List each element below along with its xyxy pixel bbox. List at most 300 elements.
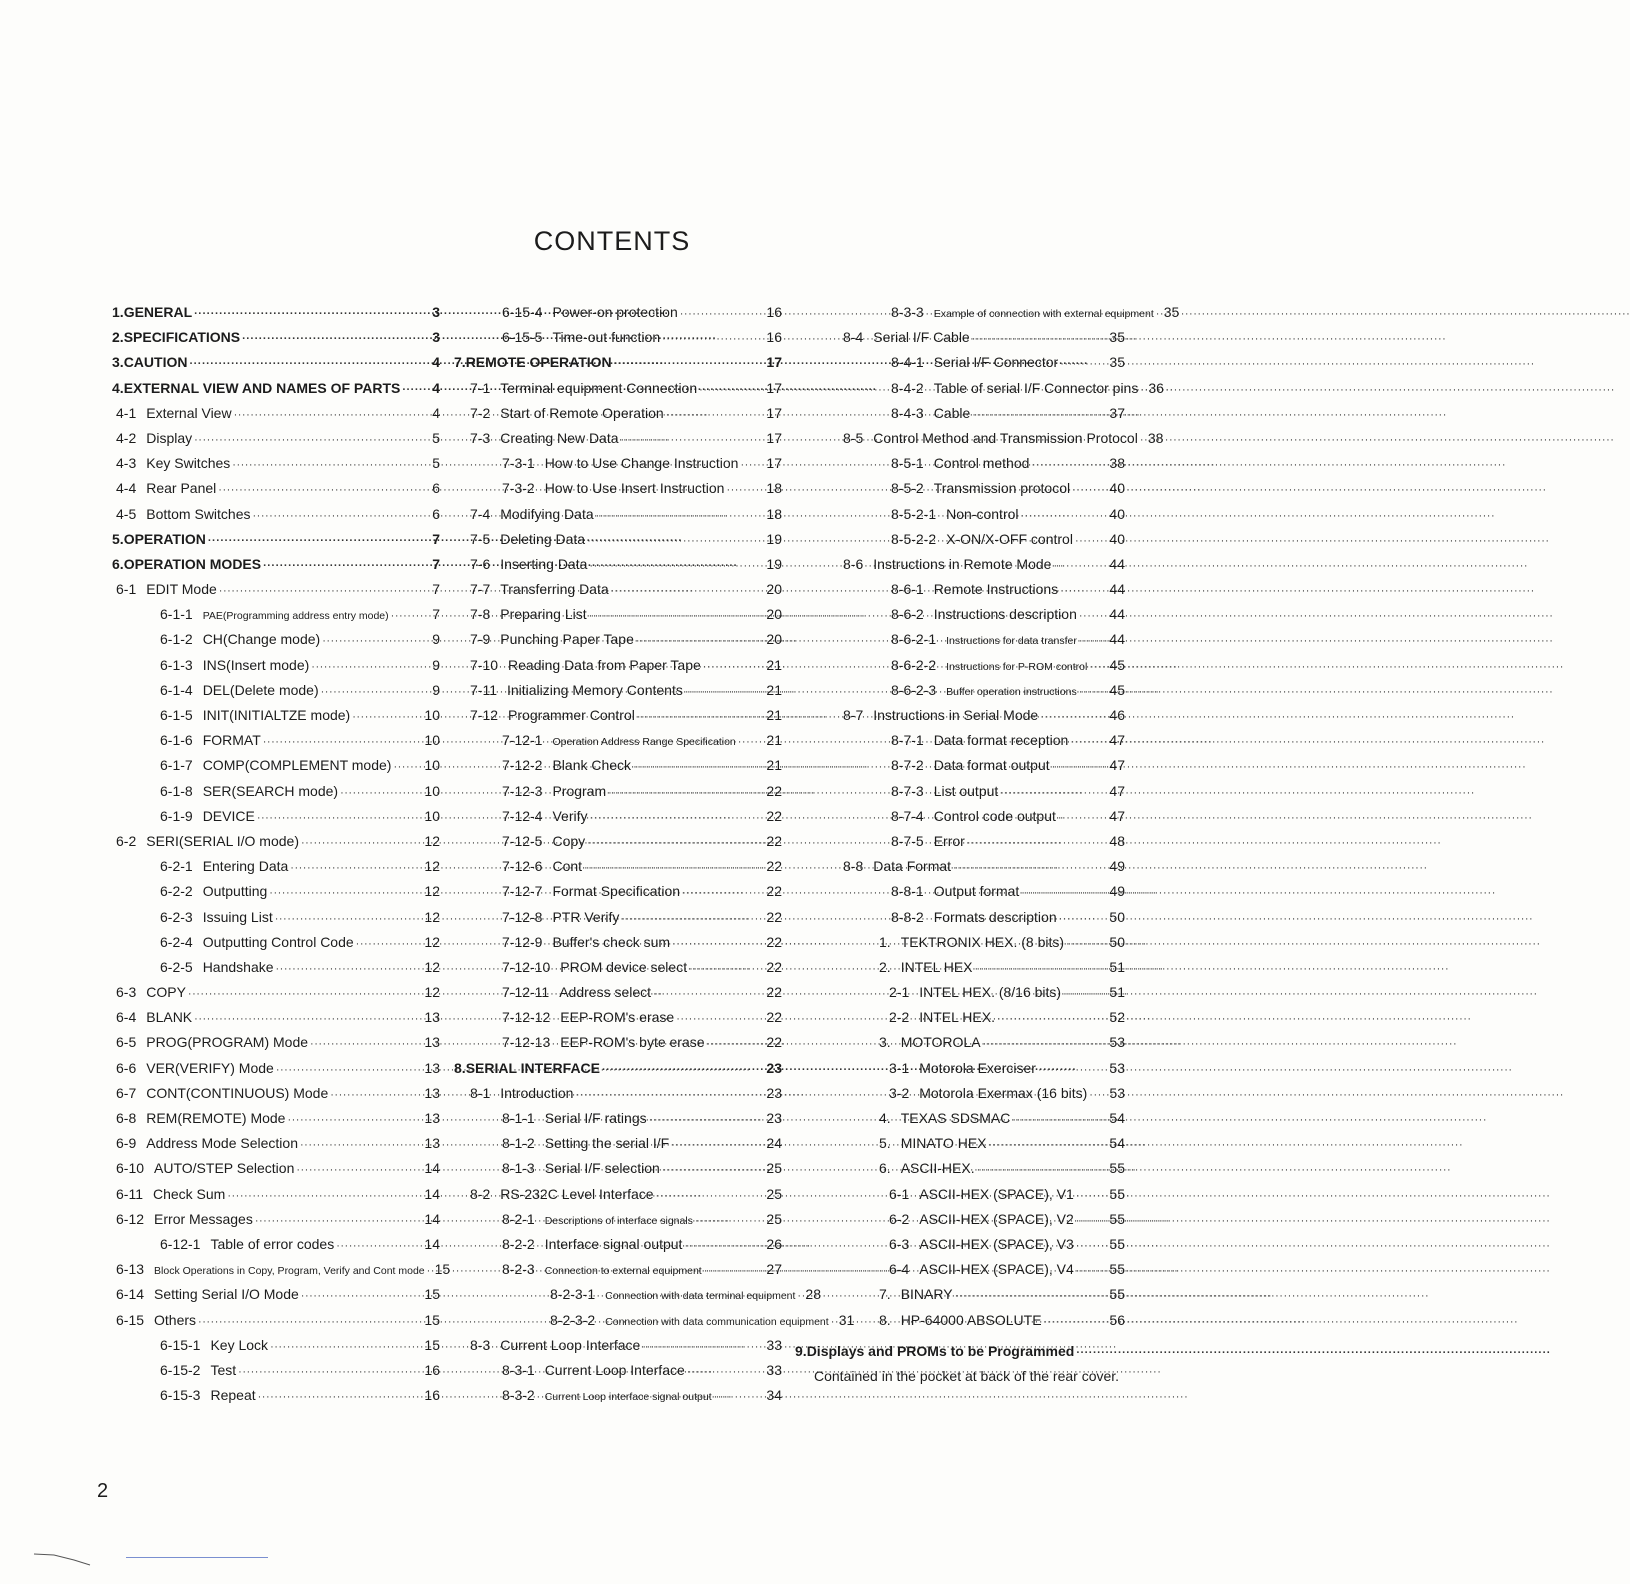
toc-entry[interactable] xyxy=(795,602,1125,627)
toc-entry[interactable] xyxy=(454,1030,782,1055)
toc-entry[interactable] xyxy=(112,905,440,930)
toc-entry-number: 7-3 xyxy=(470,429,491,446)
toc-entry-page: 15 xyxy=(424,1311,440,1328)
toc-entry-title: Instructions for P-ROM control xyxy=(946,660,1088,673)
toc-entry-number: 8-2-3-2 xyxy=(550,1311,596,1328)
toc-entry-title: Control code output xyxy=(933,807,1056,824)
toc-entry[interactable] xyxy=(795,376,1164,401)
toc-entry-page: 22 xyxy=(766,807,782,824)
toc-entry[interactable] xyxy=(795,350,1125,375)
dot-leader xyxy=(575,1083,764,1108)
toc-entry[interactable] xyxy=(112,1232,440,1257)
toc-entry-number: 8-5 xyxy=(843,429,864,446)
toc-entry[interactable] xyxy=(795,980,1125,1005)
toc-entry-title: CONT(CONTINUOUS) Mode xyxy=(146,1084,329,1101)
toc-entry-number: 4-3 xyxy=(116,455,137,472)
toc-entry[interactable] xyxy=(112,829,440,854)
toc-entry[interactable] xyxy=(795,703,1125,728)
toc-entry[interactable] xyxy=(112,980,440,1005)
toc-entry[interactable] xyxy=(795,678,1125,703)
toc-entry[interactable] xyxy=(795,527,1125,552)
toc-entry[interactable] xyxy=(112,426,440,451)
toc-entry-title: DEL(Delete mode) xyxy=(202,681,319,698)
toc-entry[interactable] xyxy=(112,1106,440,1131)
toc-entry[interactable] xyxy=(454,1056,782,1081)
toc-entry[interactable] xyxy=(795,728,1125,753)
toc-entry[interactable] xyxy=(112,1081,440,1106)
toc-entry[interactable] xyxy=(795,627,1125,652)
toc-entry[interactable] xyxy=(795,1056,1125,1081)
toc-entry[interactable] xyxy=(795,779,1125,804)
toc-entry-page: 7 xyxy=(432,530,440,547)
dot-leader xyxy=(653,982,764,1007)
toc-entry-number: 8. xyxy=(879,1311,891,1328)
toc-entry-title: MOTOROLA xyxy=(900,1034,981,1051)
dot-leader xyxy=(391,604,431,629)
toc-entry[interactable] xyxy=(795,1005,1125,1030)
dot-leader xyxy=(1079,604,1108,629)
toc-entry[interactable] xyxy=(454,627,782,652)
toc-entry[interactable] xyxy=(454,1333,782,1358)
toc-entry-title: BINARY xyxy=(900,1286,953,1303)
toc-entry[interactable] xyxy=(795,1308,1125,1333)
dot-leader xyxy=(1076,1184,1108,1209)
toc-entry[interactable] xyxy=(112,1333,440,1358)
toc-entry-page: 35 xyxy=(1163,304,1180,320)
toc-entry[interactable] xyxy=(454,753,782,778)
dot-leader xyxy=(311,655,430,680)
dot-leader xyxy=(953,856,1107,881)
toc-entry[interactable] xyxy=(112,451,440,476)
dot-leader xyxy=(234,403,431,428)
toc-entry-page: 10 xyxy=(424,782,440,799)
toc-entry-number: 7-3-2 xyxy=(502,480,535,497)
toc-entry-page: 40 xyxy=(1109,480,1125,497)
toc-entry[interactable] xyxy=(795,552,1125,577)
toc-entry-title: Current Loop Interface xyxy=(500,1336,641,1353)
toc-entry[interactable] xyxy=(454,1257,782,1282)
toc-entry[interactable] xyxy=(112,879,440,904)
toc-entry[interactable] xyxy=(454,527,782,552)
toc-entry[interactable] xyxy=(454,1182,782,1207)
toc-entry[interactable] xyxy=(795,905,1125,930)
toc-entry[interactable] xyxy=(454,552,782,577)
toc-entry-number: 6-1-6 xyxy=(160,732,193,749)
toc-entry-page: 12 xyxy=(424,908,440,925)
toc-entry[interactable] xyxy=(454,451,782,476)
toc-entry-number: 6-1-8 xyxy=(160,782,193,799)
dot-leader xyxy=(194,428,430,453)
toc-entry-page: 48 xyxy=(1109,832,1125,849)
toc-entry[interactable] xyxy=(454,376,782,401)
dot-leader xyxy=(321,680,431,705)
toc-entry[interactable] xyxy=(112,779,440,804)
dot-leader xyxy=(1038,1058,1107,1083)
toc-entry-title: Example of connection with external equipment xyxy=(933,308,1154,320)
toc-entry[interactable] xyxy=(795,653,1125,678)
toc-entry-title: Reading Data from Paper Tape xyxy=(508,656,701,673)
toc-entry-number: 6. xyxy=(879,1160,891,1177)
dot-leader xyxy=(1031,453,1107,478)
dot-leader xyxy=(188,982,423,1007)
toc-entry[interactable] xyxy=(454,502,782,527)
toc-entry[interactable] xyxy=(112,728,440,753)
toc-entry-page: 40 xyxy=(1109,530,1125,547)
toc-entry-page: 22 xyxy=(766,858,782,875)
dot-leader xyxy=(584,856,764,881)
toc-entry[interactable] xyxy=(112,1282,440,1307)
toc-entry-number: 8-2-2 xyxy=(502,1235,535,1252)
toc-entry[interactable] xyxy=(454,1383,782,1408)
dot-leader xyxy=(1066,932,1107,957)
toc-entry[interactable] xyxy=(112,678,440,703)
toc-entry[interactable] xyxy=(795,1106,1125,1131)
toc-entry[interactable] xyxy=(112,577,440,602)
toc-entry-page: 44 xyxy=(1109,606,1125,623)
dot-leader xyxy=(636,629,765,654)
toc-entry[interactable] xyxy=(112,1156,440,1181)
toc-entry-page: 12 xyxy=(424,933,440,950)
toc-entry[interactable] xyxy=(795,1081,1125,1106)
toc-entry-number: 8-4-1 xyxy=(891,354,924,371)
toc-entry-page: 10 xyxy=(424,707,440,723)
toc-entry-page: 53 xyxy=(1109,1034,1125,1051)
dot-leader xyxy=(1089,1083,1107,1108)
toc-entry[interactable] xyxy=(795,1030,1125,1055)
toc-entry-number: 8-5-2-1 xyxy=(891,505,937,522)
dot-leader xyxy=(263,554,430,579)
toc-entry[interactable] xyxy=(112,1383,440,1408)
toc-entry[interactable] xyxy=(112,350,440,375)
toc-entry-title: Preparing List xyxy=(500,606,587,623)
toc-entry-title: TEKTRONIX HEX. (8 bits) xyxy=(900,933,1065,950)
toc-entry-page: 9 xyxy=(432,631,440,648)
toc-entry[interactable] xyxy=(454,678,782,703)
toc-entry-page: 25 xyxy=(766,1210,782,1227)
dot-leader xyxy=(393,755,422,780)
dot-leader xyxy=(296,1158,422,1183)
toc-entry-page: 6 xyxy=(432,480,440,497)
toc-entry-page: 51 xyxy=(1109,958,1125,975)
toc-entry[interactable] xyxy=(112,627,440,652)
toc-entry[interactable] xyxy=(795,1156,1125,1181)
toc-entry[interactable] xyxy=(454,980,782,1005)
toc-entry[interactable] xyxy=(454,1308,855,1333)
toc-entry-page: 40 xyxy=(1109,505,1125,522)
toc-entry-title: PAE(Programming address entry mode) xyxy=(202,610,389,623)
toc-entry[interactable] xyxy=(795,325,1125,350)
toc-entry-page: 13 xyxy=(424,1059,440,1076)
toc-entry[interactable] xyxy=(112,401,440,426)
toc-entry[interactable] xyxy=(112,1005,440,1030)
toc-entry[interactable] xyxy=(454,1106,782,1131)
toc-entry[interactable] xyxy=(454,955,782,980)
toc-entry-number: 1. xyxy=(112,304,124,320)
toc-entry-title: Verify xyxy=(552,807,588,824)
toc-entry[interactable] xyxy=(112,552,440,577)
toc-entry[interactable] xyxy=(112,653,440,678)
toc-entry-title: Setting Serial I/O Mode xyxy=(154,1286,299,1303)
toc-entry[interactable] xyxy=(112,804,440,829)
toc-entry-number: 3. xyxy=(879,1034,891,1051)
dot-leader xyxy=(1058,806,1108,831)
toc-entry[interactable] xyxy=(112,1308,440,1333)
dot-leader xyxy=(1040,705,1107,730)
dot-leader xyxy=(608,781,764,806)
toc-entry[interactable] xyxy=(795,1282,1125,1307)
toc-entry-number: 8-7 xyxy=(843,707,864,723)
toc-entry[interactable] xyxy=(112,1056,440,1081)
toc-entry[interactable] xyxy=(454,1282,821,1307)
toc-entry-number: 6-10 xyxy=(116,1160,145,1177)
toc-entry[interactable] xyxy=(454,1232,782,1257)
toc-entry[interactable] xyxy=(454,325,782,350)
toc-entry[interactable] xyxy=(112,476,440,501)
dot-leader xyxy=(1060,579,1107,604)
toc-entry-title: Descriptions of interface signals xyxy=(544,1214,693,1227)
dot-leader xyxy=(270,1335,422,1360)
toc-footnote: Contained in the pocket at back of the rear cover. xyxy=(814,1367,1120,1384)
dot-leader xyxy=(649,1108,765,1133)
dot-leader xyxy=(666,403,765,428)
toc-entry[interactable] xyxy=(454,804,782,829)
toc-entry[interactable] xyxy=(454,1207,782,1232)
toc-entry[interactable] xyxy=(112,502,440,527)
toc-entry[interactable] xyxy=(454,300,782,325)
toc-entry[interactable] xyxy=(112,300,440,325)
dot-leader xyxy=(301,1284,423,1309)
scan-mark xyxy=(34,1552,90,1566)
dot-leader xyxy=(602,1058,764,1083)
dot-leader xyxy=(975,957,1108,982)
toc-entry[interactable] xyxy=(454,426,782,451)
toc-entry-title: Control Method and Transmission Protocol xyxy=(873,429,1138,446)
toc-entry-page: 9 xyxy=(432,681,440,698)
toc-entry-number: 7-12-13 xyxy=(502,1034,551,1051)
toc-entry[interactable] xyxy=(454,1156,782,1181)
toc-entry[interactable] xyxy=(795,753,1125,778)
toc-entry[interactable] xyxy=(454,401,782,426)
toc-entry-title: Displays and PROMs to be Programmed xyxy=(806,1342,1075,1359)
toc-entry[interactable] xyxy=(454,829,782,854)
toc-entry[interactable] xyxy=(795,577,1125,602)
toc-entry-page: 35 xyxy=(1109,329,1125,346)
toc-entry-number: 7-12 xyxy=(470,707,499,723)
toc-entry-page: 13 xyxy=(424,1110,440,1126)
toc-entry-number: 6-9 xyxy=(116,1135,137,1152)
toc-entry[interactable] xyxy=(454,1131,782,1156)
toc-entry-number: 6-15-4 xyxy=(502,304,543,320)
toc-entry-title: BLANK xyxy=(146,1009,193,1026)
dot-leader xyxy=(356,932,423,957)
toc-entry[interactable] xyxy=(454,879,782,904)
toc-entry-number: 2. xyxy=(879,958,891,975)
toc-entry-number: 7-12-4 xyxy=(502,807,543,824)
toc-entry-title: Output format xyxy=(933,883,1020,900)
toc-entry-number: 8-4-3 xyxy=(891,404,924,421)
dot-leader xyxy=(310,1032,422,1057)
toc-entry[interactable] xyxy=(112,854,440,879)
toc-entry-page: 33 xyxy=(766,1336,782,1353)
dot-leader xyxy=(218,478,430,503)
toc-entry-number: 8-2-3 xyxy=(502,1261,535,1278)
toc-entry-title: RS-232C Level Interface xyxy=(500,1185,654,1202)
toc-entry[interactable] xyxy=(112,753,440,778)
toc-entry[interactable] xyxy=(454,602,782,627)
toc-entry[interactable] xyxy=(795,451,1125,476)
toc-entry[interactable] xyxy=(795,1131,1125,1156)
toc-entry[interactable] xyxy=(454,930,782,955)
dot-leader xyxy=(685,680,765,705)
dot-leader xyxy=(269,881,422,906)
toc-entry[interactable] xyxy=(112,325,440,350)
toc-entry-title: Outputting Control Code xyxy=(202,933,354,950)
toc-entry-number: 7-11 xyxy=(470,681,497,698)
toc-entry[interactable] xyxy=(112,1131,440,1156)
toc-entry-page: 3 xyxy=(432,329,440,346)
toc-entry-number: 7-12-5 xyxy=(502,832,543,849)
toc-entry[interactable] xyxy=(795,804,1125,829)
toc-entry[interactable] xyxy=(454,779,782,804)
toc-entry-number: 4. xyxy=(112,379,124,396)
toc-entry-number: 6-1 xyxy=(116,581,137,598)
toc-entry[interactable] xyxy=(454,1081,782,1106)
toc-entry[interactable] xyxy=(112,1358,440,1383)
dot-leader xyxy=(1070,730,1107,755)
toc-entry[interactable] xyxy=(795,879,1125,904)
toc-entry[interactable] xyxy=(112,955,440,980)
toc-entry-title: Others xyxy=(154,1311,197,1328)
toc-entry-title: Operation Address Range Specification xyxy=(552,736,736,749)
dot-leader xyxy=(1052,755,1108,780)
toc-entry-number: 6-6 xyxy=(116,1059,137,1076)
toc-entry[interactable] xyxy=(454,1005,782,1030)
toc-entry[interactable] xyxy=(112,376,440,401)
toc-entry[interactable] xyxy=(795,426,1164,451)
toc-entry-page: 45 xyxy=(1109,681,1125,698)
toc-entry-number: 6-15-2 xyxy=(160,1361,201,1378)
toc-entry-title: PROG(PROGRAM) Mode xyxy=(146,1034,309,1051)
dot-leader xyxy=(1021,504,1108,529)
toc-entry[interactable] xyxy=(795,955,1125,980)
toc-entry-number: 6-11 xyxy=(116,1185,143,1202)
toc-entry[interactable] xyxy=(795,1182,1125,1207)
toc-entry[interactable] xyxy=(112,703,440,728)
toc-entry[interactable] xyxy=(795,1232,1125,1257)
toc-entry-title: Serial I/F selection xyxy=(544,1160,660,1177)
toc-entry-title: SERI(SERIAL I/O mode) xyxy=(146,832,299,849)
toc-entry-page: 15 xyxy=(424,1336,440,1353)
toc-entry[interactable] xyxy=(454,905,782,930)
dot-leader xyxy=(1060,352,1107,377)
toc-entry[interactable] xyxy=(112,1030,440,1055)
toc-entry-title: List output xyxy=(933,782,999,799)
toc-entry[interactable] xyxy=(795,1207,1125,1232)
toc-entry[interactable] xyxy=(795,930,1125,955)
toc-entry-page: 44 xyxy=(1109,555,1125,572)
toc-entry-title: Introduction xyxy=(500,1084,574,1101)
toc-entry-title: Rear Panel xyxy=(146,480,217,497)
toc-entry[interactable] xyxy=(454,577,782,602)
toc-entry-title: Connection with data terminal equipment xyxy=(605,1290,796,1303)
toc-entry[interactable] xyxy=(454,728,782,753)
toc-entry-title: External View xyxy=(146,404,232,421)
toc-entry-page: 47 xyxy=(1109,782,1125,799)
toc-entry-title: Control method xyxy=(933,455,1030,472)
toc-entry-page: 13 xyxy=(424,1135,440,1152)
toc-entry[interactable] xyxy=(795,476,1125,501)
toc-entry-number: 7-12-8 xyxy=(502,908,543,925)
dot-leader xyxy=(227,1184,422,1209)
toc-entry-number: 8-7-3 xyxy=(891,782,924,799)
dot-leader xyxy=(257,806,423,831)
toc-entry-number: 6-2-5 xyxy=(160,958,193,975)
toc-entry-number: 3-1 xyxy=(889,1059,910,1076)
toc-entry[interactable] xyxy=(112,930,440,955)
toc-entry[interactable] xyxy=(795,1257,1125,1282)
toc-entry-number: 6-15-3 xyxy=(160,1387,201,1404)
toc-entry-title: INS(Insert mode) xyxy=(202,656,310,673)
toc-entry[interactable] xyxy=(795,854,1125,879)
toc-entry[interactable] xyxy=(454,1358,782,1383)
toc-entry-number: 7-8 xyxy=(470,606,491,623)
toc-entry-title: COPY xyxy=(146,984,186,1001)
toc-entry[interactable] xyxy=(112,1207,440,1232)
dot-leader xyxy=(1079,629,1108,654)
toc-entry-page: 20 xyxy=(766,581,782,598)
toc-entry[interactable] xyxy=(112,527,440,552)
toc-entry-number: 8-2-1 xyxy=(502,1210,535,1227)
toc-entry-page: 50 xyxy=(1109,908,1125,925)
toc-entry-number: 3-2 xyxy=(889,1084,910,1101)
toc-entry-title: ASCII-HEX (SPACE), V3 xyxy=(919,1235,1074,1252)
toc-entry[interactable] xyxy=(454,476,782,501)
toc-entry-page: 12 xyxy=(424,858,440,875)
toc-entry[interactable] xyxy=(454,854,782,879)
toc-entry[interactable] xyxy=(795,829,1125,854)
dot-leader xyxy=(1079,680,1108,705)
dot-leader xyxy=(704,1259,765,1284)
toc-entry-title: ASCII-HEX (SPACE), V2 xyxy=(919,1210,1074,1227)
toc-entry-number: 6-1-7 xyxy=(160,757,193,774)
toc-entry[interactable] xyxy=(112,1182,440,1207)
dot-leader xyxy=(662,327,764,352)
toc-entry[interactable] xyxy=(112,1257,451,1282)
toc-entry-title: SER(SEARCH mode) xyxy=(202,782,339,799)
toc-entry-page: 54 xyxy=(1109,1135,1125,1152)
toc-entry[interactable] xyxy=(795,502,1125,527)
toc-entry[interactable] xyxy=(795,401,1125,426)
dot-leader xyxy=(656,1184,765,1209)
toc-entry[interactable] xyxy=(112,602,440,627)
toc-entry-title: GENERAL xyxy=(123,304,193,320)
toc-entry[interactable] xyxy=(795,1339,1125,1364)
dot-leader xyxy=(1076,1259,1108,1284)
dot-leader xyxy=(589,554,764,579)
dot-leader xyxy=(983,1032,1108,1057)
toc-entry[interactable] xyxy=(795,300,1180,325)
toc-entry-number: 7-12-11 xyxy=(502,984,550,1001)
toc-entry-page: 21 xyxy=(766,757,782,774)
toc-entry[interactable] xyxy=(454,653,782,678)
toc-entry-page: 22 xyxy=(766,984,782,1001)
toc-entry-title: SERIAL INTERFACE xyxy=(465,1059,600,1076)
toc-entry-page: 31 xyxy=(838,1311,855,1328)
toc-entry-title: Instructions in Serial Mode xyxy=(873,707,1039,723)
toc-entry[interactable] xyxy=(454,703,782,728)
toc-entry-number: 7-1 xyxy=(470,379,491,396)
toc-entry[interactable] xyxy=(454,350,782,375)
